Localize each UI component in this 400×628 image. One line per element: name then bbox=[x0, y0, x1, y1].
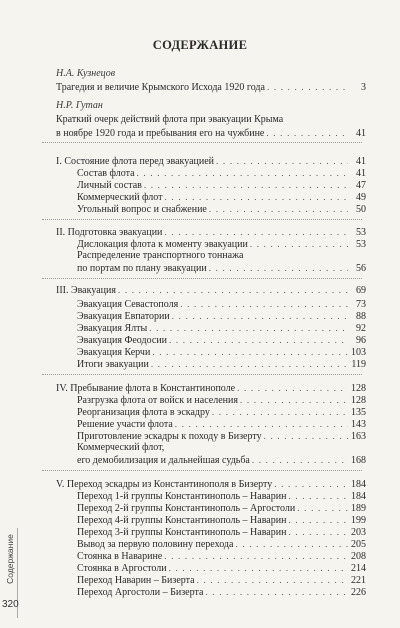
toc-entry: Переход Наварин – Бизерта . . . 221 bbox=[77, 574, 366, 587]
toc-entry: Переход 3-й группы Константинополь – Наварин . . . 203 bbox=[77, 526, 366, 539]
page-number: 320 bbox=[2, 599, 19, 610]
toc-entry: Личный состав . . . 47 bbox=[77, 179, 366, 192]
divider bbox=[42, 374, 362, 375]
toc-entry: Дислокация флота к моменту эвакуации . . . 53 bbox=[77, 238, 366, 251]
toc-line: Коммерческий флот, bbox=[77, 442, 165, 453]
toc-entry: Разгрузка флота от войск и населения . . . 128 bbox=[77, 394, 366, 407]
toc-entry: Стоянка в Аргостоли . . . 214 bbox=[77, 562, 366, 575]
author-gutan: Н.Р. Гутан bbox=[56, 100, 103, 111]
toc-entry: по портам по плану эвакуации . . . 56 bbox=[77, 262, 366, 275]
toc-entry: Переход 2-й группы Константинополь – Аргостоли . . . 189 bbox=[77, 502, 366, 515]
page-title: СОДЕРЖАНИЕ bbox=[152, 38, 248, 52]
divider bbox=[42, 142, 362, 143]
toc-entry: Приготовление эскадры к походу в Бизерту . . . 163 bbox=[77, 430, 366, 443]
toc-entry: Решение участи флота . . . 143 bbox=[77, 418, 366, 431]
toc-entry: Состав флота . . . 41 bbox=[77, 167, 366, 180]
toc-entry: его демобилизация и дальнейшая судьба . . . 168 bbox=[77, 454, 366, 467]
toc-chapter: III. Эвакуация . . . 69 bbox=[56, 284, 366, 297]
toc-entry: Переход 4-й группы Константинополь – Наварин . . . 199 bbox=[77, 514, 366, 527]
toc-entry: Реорганизация флота в эскадру . . . 135 bbox=[77, 406, 366, 419]
toc-entry: Вывод за первую половину перехода . . . 205 bbox=[77, 538, 366, 551]
toc-entry: Коммерческий флот . . . 49 bbox=[77, 191, 366, 204]
toc-entry: Стоянка в Наварине . . . 208 bbox=[77, 550, 366, 563]
toc-line: Краткий очерк действий флота при эвакуации Крыма bbox=[56, 114, 284, 125]
toc-chapter: II. Подготовка эвакуации . . . 53 bbox=[56, 226, 366, 239]
divider bbox=[42, 470, 362, 471]
toc-chapter: I. Состояние флота перед эвакуацией . . . 41 bbox=[56, 155, 366, 168]
toc-entry: в ноябре 1920 года и пребывания его на чужбине . . . 41 bbox=[56, 127, 366, 140]
author-kuznetsov: Н.А. Кузнецов bbox=[56, 68, 116, 79]
toc-entry: Эвакуация Ялты . . . 92 bbox=[77, 322, 366, 335]
toc-entry: Эвакуация Керчи . . . 103 bbox=[77, 346, 366, 359]
toc-chapter: V. Переход эскадры из Константинополя в Бизерту . . . 184 bbox=[56, 478, 366, 491]
divider bbox=[42, 278, 362, 279]
toc-entry: Переход Аргостоли – Бизерта . . . 226 bbox=[77, 586, 366, 599]
toc-entry: Эвакуация Севастополя . . . 73 bbox=[77, 298, 366, 311]
toc-entry: Итоги эвакуации . . . 119 bbox=[77, 358, 366, 371]
toc-entry: Эвакуация Феодосии . . . 96 bbox=[77, 334, 366, 347]
divider bbox=[42, 219, 362, 220]
toc-line: Распределение транспортного тоннажа bbox=[77, 250, 244, 261]
toc-entry: Переход 1-й группы Константинополь – Наварин . . . 184 bbox=[77, 490, 366, 503]
running-header: Содержание bbox=[5, 534, 15, 584]
toc-entry: Угольный вопрос и снабжение . . . 50 bbox=[77, 203, 366, 216]
toc-entry: Эвакуация Евпатории . . . 88 bbox=[77, 310, 366, 323]
toc-entry: Трагедия и величие Крымского Исхода 1920 года . . . 3 bbox=[56, 81, 366, 94]
toc-chapter: IV. Пребывание флота в Константинополе . . . 128 bbox=[56, 382, 366, 395]
